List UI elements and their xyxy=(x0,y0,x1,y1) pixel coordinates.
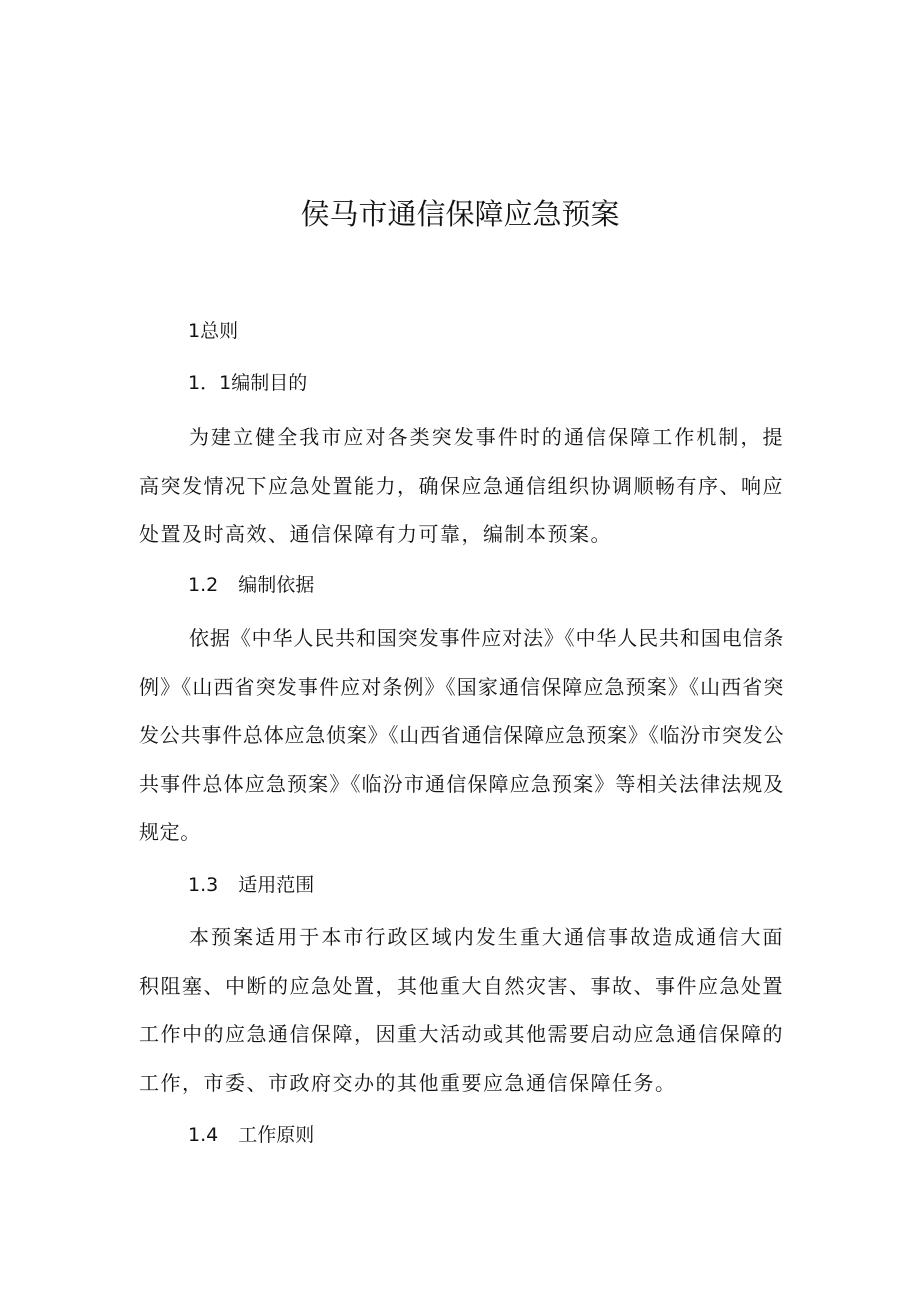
section-heading-1-4 xyxy=(188,1120,314,1150)
section-heading-label: 编制目的 xyxy=(231,372,308,394)
section-heading-1-1 xyxy=(188,368,307,398)
document-title: 侯马市通信保障应急预案 xyxy=(300,197,620,231)
section-1-1-paragraph: 为建立健全我市应对各类突发事件时的通信保障工作机制，提高突发情况下应急处置能力，确保应急通信组织协调顺畅有序、响应处置及时高效、通信保障有力可靠，编制本预案。 xyxy=(139,425,784,546)
section-number: 1．1 xyxy=(188,372,232,394)
section-number: 1.3 xyxy=(188,874,219,896)
section-number: 1.2 xyxy=(188,574,219,596)
section-1-3-paragraph: 本预案适用于本市行政区域内发生重大通信事故造成通信大面积阻塞、中断的应急处置，其他重大自然灾害、事故、事件应急处置工作中的应急通信保障，因重大活动或其他需要启动应急通信保障的工作，市委、市政府交办的其他重要应急通信保障任务。 xyxy=(139,925,784,1095)
section-1-2-paragraph: 依据《中华人民共和国突发事件应对法》《中华人民共和国电信条例》《山西省突发事件应对条例》《国家通信保障应急预案》《山西省突发公共事件总体应急侦案》《山西省通信保障应急预案》《临汾市突发公共事件总体应急预案》《临汾市通信保障应急预案》等相关法律法规及规定。 xyxy=(139,626,784,844)
section-heading-label: 适用范围 xyxy=(238,874,315,896)
section-heading-label: 编制依据 xyxy=(238,574,315,596)
section-heading-label: 工作原则 xyxy=(238,1124,315,1146)
section-heading-1-3 xyxy=(188,870,314,900)
section-heading-1 xyxy=(188,316,238,346)
section-number: 1.4 xyxy=(188,1124,219,1146)
section-heading-1-2 xyxy=(188,570,314,600)
section-heading-1-label: 1总则 xyxy=(188,320,239,342)
